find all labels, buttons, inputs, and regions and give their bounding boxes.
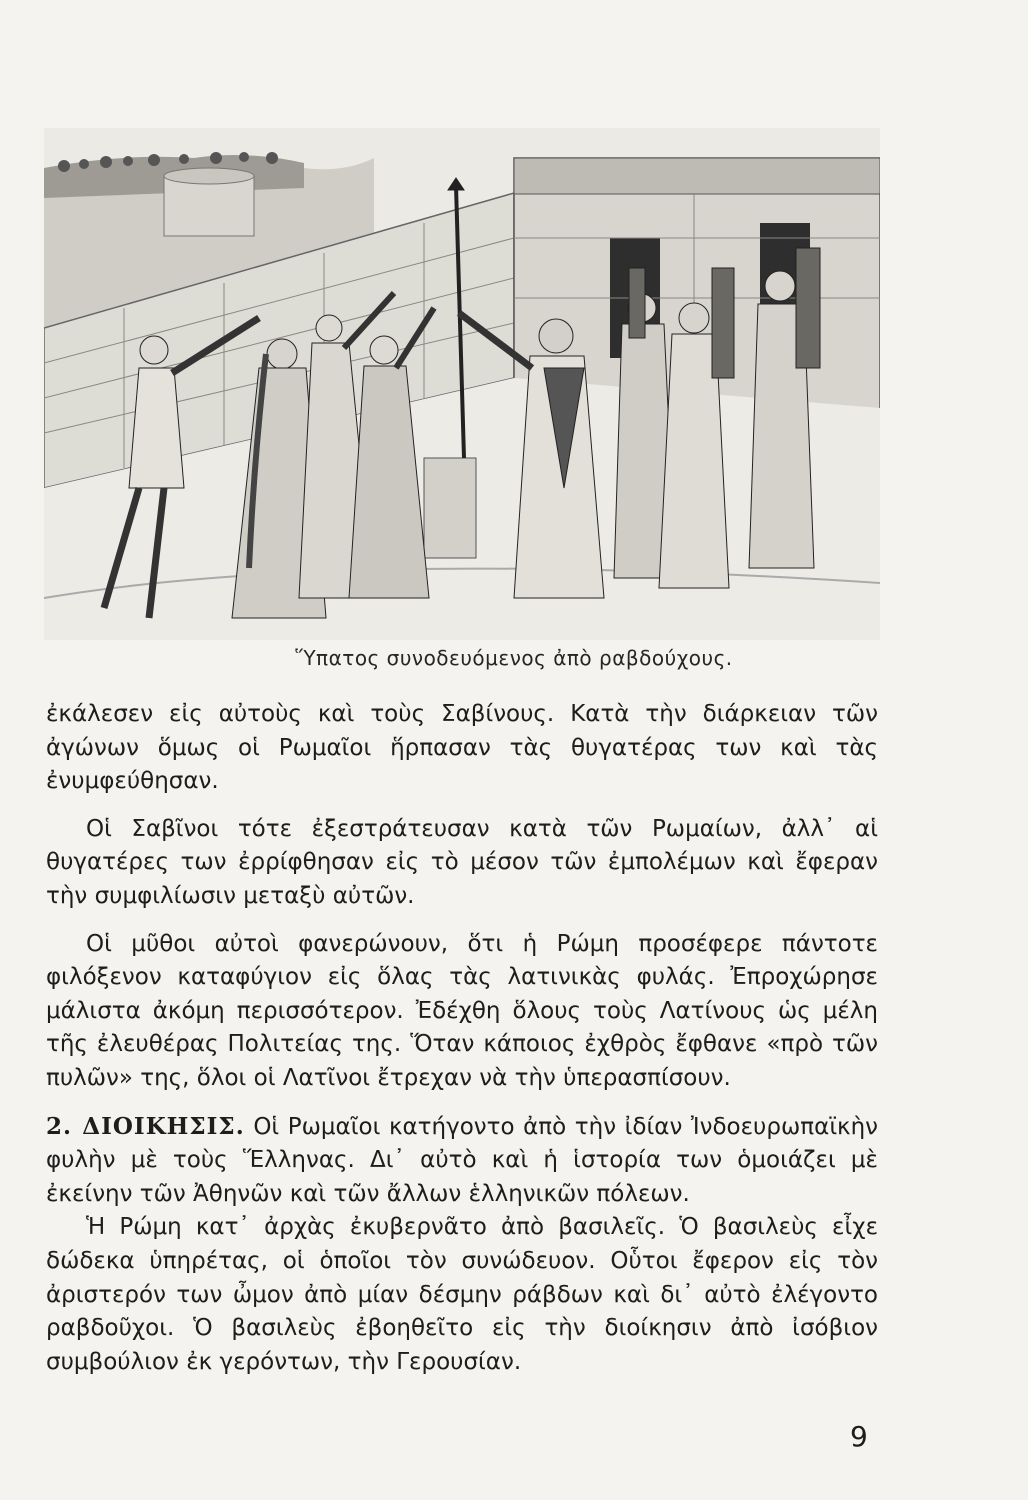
illustration-drawing — [44, 128, 880, 640]
paragraph-3: Οἱ μῦθοι αὐτοὶ φανερώνουν, ὅτι ἡ Ρώμη προσέφερε πάντοτε φιλόξενον καταφύγιον εἰς ὅλας τὰς λατινικὰς φυλάς. Ἐπροχώρησε μάλιστα ἀκόμη περισσότερον. Ἐδέχθη ὅλους τοὺς Λατίνους ὡς μέλη τῆς ἐλευθέρας Πολιτείας της. Ὅταν κάποιος ἐχθρὸς ἔφθανε «πρὸ τῶν πυλῶν» της, ὅλοι οἱ Λατῖνοι ἔτρεχαν νὰ τὴν ὑπερασπίσουν. — [46, 930, 878, 1091]
paragraph-2: Οἱ Σαβῖνοι τότε ἐξεστράτευσαν κατὰ τῶν Ρωμαίων, ἀλλ᾽ αἱ θυγατέρες των ἐρρίφθησαν εἰς τὸ μέσον τῶν ἐμπολέμων καὶ ἔφεραν τὴν συμφιλίωσιν μεταξὺ αὐτῶν. — [46, 815, 878, 909]
page-number: 9 — [850, 1420, 868, 1453]
body-text — [46, 698, 878, 1379]
section-paragraph — [46, 1110, 878, 1212]
section-lead: Οἱ Ρωμαῖοι κατήγοντο ἀπὸ τὴν ἰδίαν Ἰνδοευρωπαϊκὴν φυλὴν μὲ τοὺς Ἕλληνας. Δι᾽ αὐτὸ καὶ ἡ ἱστορία των ὁμοιάζει μὲ ἐκείνην τῶν Ἀθηνῶν καὶ τῶν ἄλλων ἑλληνικῶν πόλεων. — [46, 1113, 878, 1207]
paragraph-5: Ἡ Ρώμη κατ᾽ ἀρχὰς ἐκυβερνᾶτο ἀπὸ βασιλεῖς. Ὁ βασιλεὺς εἶχε δώδεκα ὑπηρέτας, οἱ ὁποῖοι τὸν συνώδευον. Οὗτοι ἔφερον εἰς τὸν ἀριστερόν των ὦμον ἀπὸ μίαν δέσμην ράβδων καὶ δι᾽ αὐτὸ ἐλέγοντο ραβδοῦχοι. Ὁ βασιλεὺς ἐβοηθεῖτο εἰς τὴν διοίκησιν ἀπὸ ἰσόβιον συμβούλιον ἐκ γερόντων, τὴν Γερουσίαν. — [46, 1214, 878, 1375]
section-heading: 2. ΔΙΟΙΚΗΣΙΣ. — [46, 1112, 245, 1140]
illustration-consul-with-lictors — [44, 128, 880, 640]
paragraph-1: ἐκάλεσεν εἰς αὐτοὺς καὶ τοὺς Σαβίνους. Κατὰ τὴν διάρκειαν τῶν ἀγώνων ὅμως οἱ Ρωμαῖοι ἥρπασαν τὰς θυγατέρας των καὶ τὰς ἐνυμφεύθησαν. — [46, 701, 878, 795]
figure-caption: Ὕπατος συνοδευόμενος ἀπὸ ραβδούχους. — [295, 646, 733, 670]
